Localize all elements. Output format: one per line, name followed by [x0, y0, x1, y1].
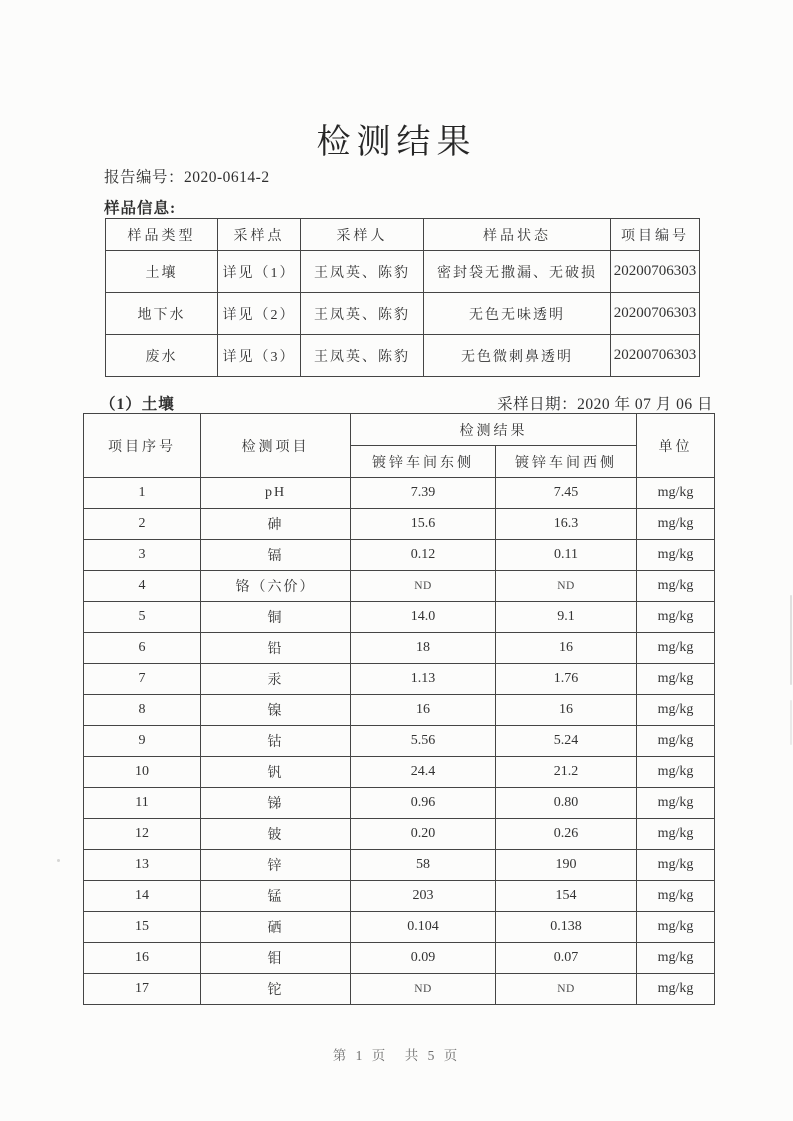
item-no: 6 [84, 633, 201, 664]
section-heading: （1）土壤 [100, 396, 175, 413]
sample-type: 废水 [106, 335, 218, 377]
table-row [84, 509, 715, 540]
col-header-test-result: 检测结果 [351, 414, 637, 446]
result-west: 16 [496, 633, 637, 664]
result-east: 0.20 [351, 819, 496, 850]
col-header-east-side: 镀锌车间东侧 [351, 446, 496, 478]
table-row [84, 602, 715, 633]
unit: mg/kg [637, 664, 715, 695]
sample-type: 土壤 [106, 251, 218, 293]
sample-status: 无色微刺鼻透明 [424, 335, 611, 377]
report-number-value: 2020-0614-2 [184, 169, 270, 186]
col-header-sampling-point: 采样点 [218, 219, 301, 251]
unit: mg/kg [637, 602, 715, 633]
result-west: 5.24 [496, 726, 637, 757]
section-line [100, 392, 713, 414]
project-no: 20200706303 [611, 293, 700, 335]
result-east: 203 [351, 881, 496, 912]
result-east: 0.96 [351, 788, 496, 819]
unit: mg/kg [637, 695, 715, 726]
result-west: 21.2 [496, 757, 637, 788]
table-row [84, 943, 715, 974]
test-item: 砷 [201, 509, 351, 540]
table-row [84, 695, 715, 726]
table-row [106, 293, 700, 335]
sampling-point: 详见（3） [218, 335, 301, 377]
result-table [83, 413, 715, 1005]
test-item: 汞 [201, 664, 351, 695]
item-no: 4 [84, 571, 201, 602]
sampling-date: 采样日期：2020 年 07 月 06 日 [497, 396, 713, 413]
table-row [84, 478, 715, 509]
item-no: 14 [84, 881, 201, 912]
test-item: 镉 [201, 540, 351, 571]
test-item: 钴 [201, 726, 351, 757]
unit: mg/kg [637, 757, 715, 788]
table-row [84, 819, 715, 850]
table-row [84, 912, 715, 943]
table-row [84, 881, 715, 912]
page-footer: 第 1 页 共 5 页 [332, 1048, 461, 1063]
item-no: 10 [84, 757, 201, 788]
table-row [84, 788, 715, 819]
col-header-test-item: 检测项目 [201, 414, 351, 478]
test-item: 铊 [201, 974, 351, 1005]
unit: mg/kg [637, 478, 715, 509]
sample-type: 地下水 [106, 293, 218, 335]
test-item: 锌 [201, 850, 351, 881]
result-east: 1.13 [351, 664, 496, 695]
page-title: 检测结果 [316, 124, 477, 161]
result-east: 0.104 [351, 912, 496, 943]
report-number-label: 报告编号： [104, 169, 185, 186]
test-item: 锰 [201, 881, 351, 912]
result-west: 16.3 [496, 509, 637, 540]
unit: mg/kg [637, 726, 715, 757]
item-no: 2 [84, 509, 201, 540]
test-item: 钒 [201, 757, 351, 788]
result-west: 190 [496, 850, 637, 881]
test-item: 钼 [201, 943, 351, 974]
result-west: 154 [496, 881, 637, 912]
item-no: 11 [84, 788, 201, 819]
col-header-west-side: 镀锌车间西侧 [496, 446, 637, 478]
result-east: 15.6 [351, 509, 496, 540]
result-west: 0.80 [496, 788, 637, 819]
project-no: 20200706303 [611, 335, 700, 377]
sampling-point: 详见（2） [218, 293, 301, 335]
result-west: ND [496, 571, 637, 602]
result-west: 0.11 [496, 540, 637, 571]
report-number-line [104, 165, 270, 187]
unit: mg/kg [637, 633, 715, 664]
col-header-sampler: 采样人 [301, 219, 424, 251]
result-east: 24.4 [351, 757, 496, 788]
col-header-unit: 单位 [637, 414, 715, 478]
result-west: 0.07 [496, 943, 637, 974]
result-west: 0.138 [496, 912, 637, 943]
item-no: 1 [84, 478, 201, 509]
table-row [84, 757, 715, 788]
result-east: ND [351, 571, 496, 602]
table-row [84, 633, 715, 664]
unit: mg/kg [637, 912, 715, 943]
item-no: 16 [84, 943, 201, 974]
scan-artifact [57, 859, 60, 862]
sample-status: 无色无味透明 [424, 293, 611, 335]
result-east: ND [351, 974, 496, 1005]
table-row [106, 251, 700, 293]
test-item: 铍 [201, 819, 351, 850]
result-header-row-1 [84, 414, 715, 446]
col-header-sample-status: 样品状态 [424, 219, 611, 251]
result-west: 0.26 [496, 819, 637, 850]
result-east: 14.0 [351, 602, 496, 633]
item-no: 15 [84, 912, 201, 943]
item-no: 3 [84, 540, 201, 571]
item-no: 12 [84, 819, 201, 850]
unit: mg/kg [637, 509, 715, 540]
sample-status: 密封袋无撒漏、无破损 [424, 251, 611, 293]
result-east: 5.56 [351, 726, 496, 757]
item-no: 8 [84, 695, 201, 726]
sampler: 王凤英、陈豹 [301, 293, 424, 335]
test-item: 硒 [201, 912, 351, 943]
project-no: 20200706303 [611, 251, 700, 293]
col-header-project-no: 项目编号 [611, 219, 700, 251]
col-header-sample-type: 样品类型 [106, 219, 218, 251]
sample-info-table [105, 218, 700, 377]
result-east: 0.12 [351, 540, 496, 571]
sampler: 王凤英、陈豹 [301, 335, 424, 377]
sample-info-header-row [106, 219, 700, 251]
result-east: 0.09 [351, 943, 496, 974]
scan-artifact [790, 700, 792, 745]
item-no: 9 [84, 726, 201, 757]
table-row [84, 726, 715, 757]
unit: mg/kg [637, 540, 715, 571]
result-east: 7.39 [351, 478, 496, 509]
unit: mg/kg [637, 974, 715, 1005]
table-row [106, 335, 700, 377]
result-east: 18 [351, 633, 496, 664]
unit: mg/kg [637, 819, 715, 850]
table-row [84, 664, 715, 695]
result-east: 58 [351, 850, 496, 881]
scan-artifact [790, 595, 792, 685]
item-no: 17 [84, 974, 201, 1005]
test-item: pH [201, 478, 351, 509]
sampling-point: 详见（1） [218, 251, 301, 293]
unit: mg/kg [637, 850, 715, 881]
test-item: 铜 [201, 602, 351, 633]
item-no: 7 [84, 664, 201, 695]
sampler: 王凤英、陈豹 [301, 251, 424, 293]
test-item: 铬（六价） [201, 571, 351, 602]
test-item: 锑 [201, 788, 351, 819]
table-row [84, 571, 715, 602]
unit: mg/kg [637, 571, 715, 602]
result-west: 9.1 [496, 602, 637, 633]
col-header-item-no: 项目序号 [84, 414, 201, 478]
table-row [84, 540, 715, 571]
sample-info-heading: 样品信息: [104, 200, 177, 217]
unit: mg/kg [637, 788, 715, 819]
result-west: ND [496, 974, 637, 1005]
result-west: 7.45 [496, 478, 637, 509]
test-item: 铅 [201, 633, 351, 664]
unit: mg/kg [637, 943, 715, 974]
result-west: 16 [496, 695, 637, 726]
table-row [84, 974, 715, 1005]
test-item: 镍 [201, 695, 351, 726]
table-row [84, 850, 715, 881]
result-west: 1.76 [496, 664, 637, 695]
item-no: 13 [84, 850, 201, 881]
result-east: 16 [351, 695, 496, 726]
unit: mg/kg [637, 881, 715, 912]
item-no: 5 [84, 602, 201, 633]
